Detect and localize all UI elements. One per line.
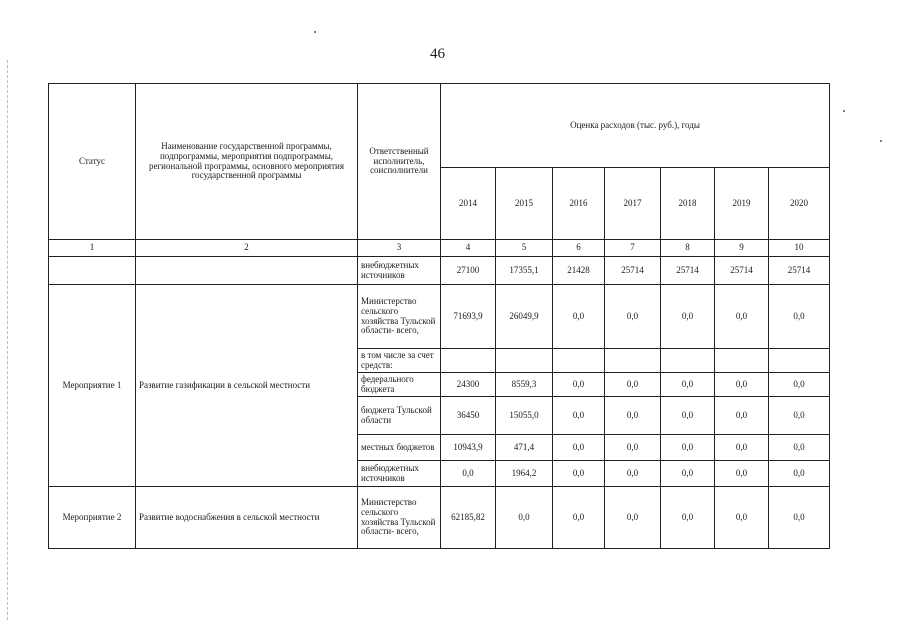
value-cell: 0,0 [715,285,769,349]
value-cell: 0,0 [715,373,769,397]
value-cell: 0,0 [661,285,715,349]
value-cell: 36450 [441,397,496,435]
column-number: 7 [605,240,661,257]
value-cell: 0,0 [605,487,661,549]
value-cell: 0,0 [553,373,605,397]
value-cell [769,349,830,373]
budget-table [48,83,830,549]
column-number: 2 [136,240,358,257]
event-status: Мероприятие 1 [49,285,136,487]
value-cell: 25714 [661,257,715,285]
value-cell: 0,0 [553,487,605,549]
value-cell: 0,0 [661,435,715,461]
value-cell: 25714 [715,257,769,285]
value-cell: 0,0 [661,487,715,549]
value-cell: 1964,2 [496,461,553,487]
scan-speck [880,140,882,142]
value-cell: 0,0 [769,461,830,487]
value-cell: 15055,0 [496,397,553,435]
column-number: 9 [715,240,769,257]
event-status: Мероприятие 2 [49,487,136,549]
header-year: 2018 [661,168,715,240]
scan-margin-line [7,60,8,620]
value-cell: 0,0 [553,397,605,435]
header-name: Наименование государственной программы, подпрограммы, мероприятия подпрограммы, региональной программы, основного мероприятия государственной программы [136,84,358,240]
value-cell: 8559,3 [496,373,553,397]
value-cell: 26049,9 [496,285,553,349]
value-cell: 471,4 [496,435,553,461]
header-status: Статус [49,84,136,240]
header-year: 2020 [769,168,830,240]
value-cell: 62185,82 [441,487,496,549]
column-number: 1 [49,240,136,257]
value-cell: 10943,9 [441,435,496,461]
column-number: 6 [553,240,605,257]
event-name: Развитие газификации в сельской местности [136,285,358,487]
value-cell: 0,0 [769,373,830,397]
value-cell: 0,0 [553,285,605,349]
source-cell: внебюджетных источников [358,461,441,487]
value-cell: 0,0 [769,397,830,435]
value-cell: 0,0 [661,397,715,435]
value-cell: 0,0 [715,435,769,461]
value-cell: 27100 [441,257,496,285]
value-cell: 25714 [769,257,830,285]
event-name: Развитие водоснабжения в сельской местности [136,487,358,549]
value-cell: 71693,9 [441,285,496,349]
page-number: 46 [430,46,445,62]
header-year: 2017 [605,168,661,240]
source-cell: Министерство сельского хозяйства Тульской области- всего, [358,285,441,349]
value-cell [715,349,769,373]
column-number: 4 [441,240,496,257]
value-cell: 0,0 [661,461,715,487]
source-cell: федерального бюджета [358,373,441,397]
value-cell: 0,0 [605,285,661,349]
column-number: 10 [769,240,830,257]
value-cell: 0,0 [769,435,830,461]
source-cell: местных бюджетов [358,435,441,461]
value-cell: 25714 [605,257,661,285]
value-cell: 24300 [441,373,496,397]
table-cell-empty [136,257,358,285]
header-year: 2016 [553,168,605,240]
value-cell: 0,0 [715,487,769,549]
header-estimate: Оценка расходов (тыс. руб.), годы [441,84,830,168]
value-cell: 0,0 [715,461,769,487]
header-year: 2019 [715,168,769,240]
value-cell [605,349,661,373]
value-cell: 0,0 [553,461,605,487]
value-cell: 0,0 [496,487,553,549]
value-cell [661,349,715,373]
header-executor: Ответственный исполнитель, соисполнители [358,84,441,240]
column-number: 3 [358,240,441,257]
scan-speck [314,31,316,33]
value-cell: 0,0 [661,373,715,397]
source-cell: Министерство сельского хозяйства Тульской области- всего, [358,487,441,549]
table-cell-empty [49,257,136,285]
source-cell: в том числе за счет средств: [358,349,441,373]
value-cell: 0,0 [605,373,661,397]
value-cell [441,349,496,373]
value-cell: 21428 [553,257,605,285]
column-number: 5 [496,240,553,257]
value-cell: 0,0 [441,461,496,487]
value-cell: 0,0 [605,435,661,461]
value-cell: 0,0 [553,435,605,461]
value-cell: 0,0 [605,397,661,435]
header-year: 2014 [441,168,496,240]
scan-speck [843,110,845,112]
value-cell: 0,0 [769,487,830,549]
value-cell [553,349,605,373]
value-cell [496,349,553,373]
value-cell: 0,0 [715,397,769,435]
column-number: 8 [661,240,715,257]
source-cell: бюджета Тульской области [358,397,441,435]
value-cell: 17355,1 [496,257,553,285]
source-cell: внебюджетных источников [358,257,441,285]
value-cell: 0,0 [605,461,661,487]
header-year: 2015 [496,168,553,240]
value-cell: 0,0 [769,285,830,349]
